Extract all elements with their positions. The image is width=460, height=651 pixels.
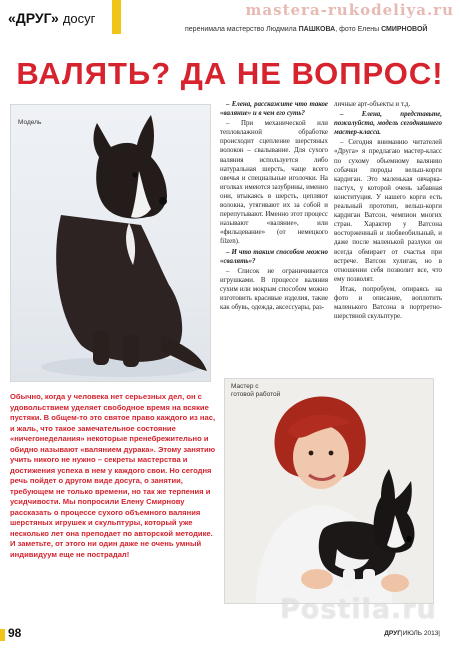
magazine-brand: «ДРУГ» <box>8 10 59 26</box>
interview-column-2 <box>334 100 442 322</box>
page-header <box>0 0 460 38</box>
dog-illustration <box>11 105 211 382</box>
answer-3: – Сегодня вниманию читателей «Друга» я предлагаю мастер-класс по сухому объемному валянию собачки породы вельш-корги кардиган. Это маленькая овчарка-пастух, у которой очень забавная конституция. У нашего корги есть реальный прототип, вельш-корги кардиган Ватсон, чемпион многих стран. Характер у Ватсона восторженный и любвеобильный, и даже после маленькой разлуки он всегда обмирает от счастья при встрече. Ватсон хулиган, но в отношении себя позволит все, что ему позволят. <box>334 139 442 283</box>
question-3: – Елена, представьте, пожалуйста, модель сегодняшнего мастер-класса. <box>334 111 442 137</box>
article-intro: Обычно, когда у человека нет серьезных дел, он с удовольствием уделяет свободное время на всякие пустяки. В общем-то это святое право каждого из нас, и жаль, что такое замечательное состояние «ничегонеделания» некоторые пренебрежительно и обидно называют «валянием дурака». Этому занятию учить никого не нужно – секреты мастерства и достижения успеха в нем у каждого свои. Но сегодня речь пойдет о другом виде досуга, о занятии, требующем не только времени, но так же терпения и усидчивости. Мы попросили Елену Смирнову рассказать о процессе сухого объемного валяния шерстяных игрушек и скульптуры, который уже несколько лет она преподает по авторской методике. И заметьте, от этого ни один даже не очень умный индивидуум еще не пострадал! <box>10 392 216 559</box>
photo-caption-master <box>231 383 280 399</box>
answer-1: – При механической или тепловлажной обработке происходит сцепление шерстяных волокон – свалывание. Для сухого валяния используется либо натуральная шерсть, чаще всего овечья и специальные иголочки. На иголках имеются зазубрины, именно они, втыкаясь в шерсть, цепляют волокна, утягивают их за собой и перепутывают. Именно этот процесс называют «валяние», или «фильцевание» (от немецкого filzen). <box>220 120 328 246</box>
credits-author: ПАШКОВА <box>298 26 336 33</box>
section-color-tab <box>112 0 121 34</box>
credits-photographer: СМИРНОВОЙ <box>381 26 428 33</box>
footer-magazine <box>384 630 440 637</box>
photo-caption-line-1: Мастер с <box>231 383 259 390</box>
dog-photo <box>10 104 211 382</box>
master-illustration <box>225 379 434 604</box>
page-number: 98 <box>8 626 22 640</box>
footer-magazine-name: ДРУГ <box>384 630 401 637</box>
article-headline: ВАЛЯТЬ? ДА НЕ ВОПРОС! <box>16 56 444 91</box>
photo-caption-line-2: готовой работой <box>231 391 281 398</box>
master-photo <box>224 378 434 604</box>
site-watermark: mastera-rukodeliya.ru <box>245 1 454 19</box>
credits-middle: , фото Елены <box>335 26 382 33</box>
question-2: – И что таким способом можно «свалять»? <box>220 248 328 265</box>
photo-caption-model: Модель <box>18 119 42 126</box>
interview-column-1 <box>220 100 328 313</box>
footer-issue: |ИЮЛЬ 2013| <box>400 630 440 637</box>
answer-2-continued: личные арт-объекты и т.д. <box>334 101 411 108</box>
credits-prefix: перенимала мастерство Людмила <box>185 26 299 33</box>
section-name: досуг <box>62 11 96 26</box>
answer-2: – Список не ограничивается игрушками. В процессе валяния сухим или мокрым способом можно изготовить красивые изделия, такие как обувь, одежда, аксессуары, раз- <box>220 267 328 312</box>
page-number-bar <box>0 629 5 641</box>
closing-paragraph: Итак, попробуем, опираясь на фото и описание, воплотить маленького Ватсона в портретно-шерстяной скульптуре. <box>334 285 442 321</box>
postila-watermark: Postila.ru <box>280 594 437 625</box>
question-1: – Елена, расскажите что такое «валяние» и в чем его суть? <box>220 101 328 118</box>
section-label <box>8 10 95 26</box>
article-credits <box>185 26 427 33</box>
